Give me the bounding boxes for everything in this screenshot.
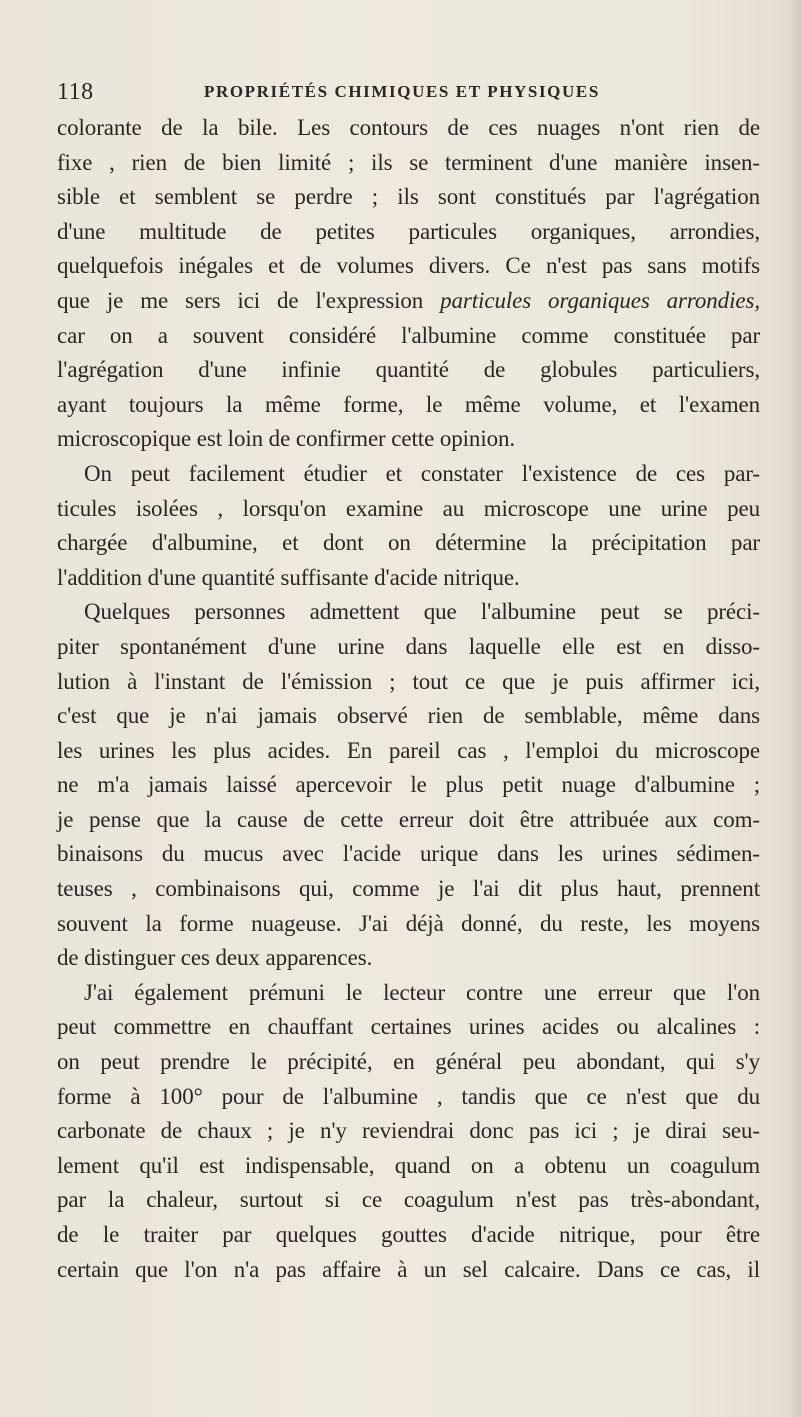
text-line: souvent la forme nuageuse. J'ai déjà donné, du reste, les moyens: [57, 910, 760, 936]
text-line: je pense que la cause de cette erreur doit être attribuée aux com-: [57, 806, 760, 832]
text-line: carbonate de chaux ; je n'y reviendrai donc pas ici ; je dirai seu-: [57, 1118, 760, 1144]
paragraph-first-line: Quelques personnes admettent que l'albumine peut se préci-: [84, 599, 760, 625]
paragraph-first-line: J'ai également prémuni le lecteur contre une erreur que l'on: [84, 979, 760, 1005]
text-line: peut commettre en chauffant certaines urines acides ou alcalines :: [57, 1014, 760, 1040]
text-line: car on a souvent considéré l'albumine comme constituée par: [57, 322, 760, 348]
page-header: [57, 77, 757, 107]
text-line: ne m'a jamais laissé apercevoir le plus petit nuage d'albumine ;: [57, 772, 760, 798]
text-line: lution à l'instant de l'émission ; tout ce que je puis affirmer ici,: [57, 668, 760, 694]
text-line: de distinguer ces deux apparences.: [57, 945, 373, 971]
page-number: 118: [57, 79, 94, 105]
text-line: quelquefois inégales et de volumes divers. Ce n'est pas sans motifs: [57, 253, 760, 279]
body-text: [57, 111, 760, 1287]
text-line: l'addition d'une quantité suffisante d'acide nitrique.: [57, 564, 520, 590]
text-line: binaisons du mucus avec l'acide urique dans les urines sédimen-: [57, 841, 760, 867]
italic-phrase: particules organiques arrondies,: [440, 287, 760, 313]
text-line: les urines les plus acides. En pareil cas , l'emploi du microscope: [57, 737, 760, 763]
text-line: l'agrégation d'une infinie quantité de globules particuliers,: [57, 357, 760, 383]
text-line: ticules isolées , lorsqu'on examine au microscope une urine peu: [57, 495, 760, 521]
text-line: chargée d'albumine, et dont on détermine la précipitation par: [57, 530, 760, 556]
text-line: certain que l'on n'a pas affaire à un sel calcaire. Dans ce cas, il: [57, 1256, 760, 1282]
text-line: lement qu'il est indispensable, quand on a obtenu un coagulum: [57, 1152, 760, 1178]
text-line: colorante de la bile. Les contours de ces nuages n'ont rien de: [57, 115, 760, 140]
text-line: forme à 100° pour de l'albumine , tandis que ce n'est que du: [57, 1083, 760, 1109]
text-segment: que je me sers ici de l'expression: [57, 287, 424, 313]
running-title: PROPRIÉTÉS CHIMIQUES ET PHYSIQUES: [204, 82, 600, 101]
text-line: de le traiter par quelques gouttes d'acide nitrique, pour être: [57, 1222, 760, 1247]
text-line: sible et semblent se perdre ; ils sont constitués par l'agrégation: [57, 184, 760, 210]
text-line: on peut prendre le précipité, en général peu abondant, qui s'y: [57, 1049, 760, 1075]
text-line: teuses , combinaisons qui, comme je l'ai dit plus haut, prennent: [57, 876, 760, 902]
text-line: piter spontanément d'une urine dans laquelle elle est en disso-: [57, 633, 760, 659]
text-line: ayant toujours la même forme, le même volume, et l'examen: [57, 391, 760, 417]
text-line: par la chaleur, surtout si ce coagulum n'est pas très-abondant,: [57, 1187, 760, 1213]
page-edge-shadow: [787, 0, 801, 1417]
text-line: d'une multitude de petites particules organiques, arrondies,: [57, 218, 760, 244]
text-line: fixe , rien de bien limité ; ils se terminent d'une manière insen-: [57, 149, 760, 175]
text-line: c'est que je n'ai jamais observé rien de semblable, même dans: [57, 703, 760, 729]
paragraph-first-line: On peut facilement étudier et constater l'existence de ces par-: [84, 460, 760, 486]
text-line-with-italic: [57, 284, 760, 319]
text-line: microscopique est loin de confirmer cette opinion.: [57, 426, 516, 452]
